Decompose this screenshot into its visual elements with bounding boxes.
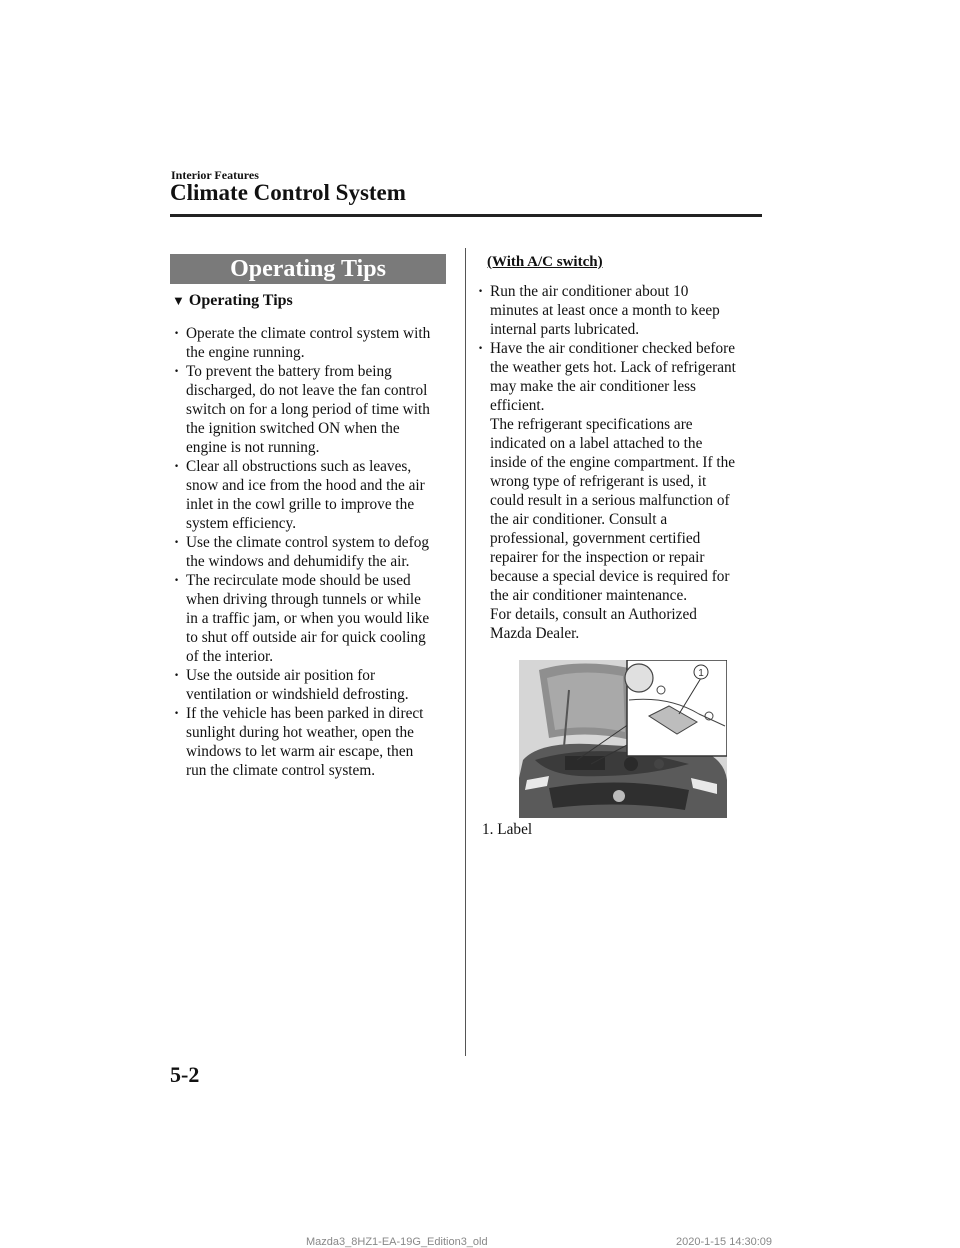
column-divider bbox=[465, 248, 466, 1056]
list-item: · The recirculate mode should be used when driving through tunnels or while in a traffic jam, or when you would like to shut off outside air for quick cooling of the interior. bbox=[172, 571, 444, 666]
list-item: · Operate the climate control system with the engine running. bbox=[172, 324, 444, 362]
section-label: Interior Features bbox=[171, 168, 259, 182]
triangle-down-icon: ▼ bbox=[172, 293, 185, 308]
subheading bbox=[172, 292, 293, 310]
list-item: · If the vehicle has been parked in direct sunlight during hot weather, open the windows to let warm air escape, then run the climate control system. bbox=[172, 704, 444, 780]
footer-timestamp: 2020-1-15 14:30:09 bbox=[676, 1236, 773, 1248]
list-item: · To prevent the battery from being discharged, do not leave the fan control switch on for a long period of time with the ignition switched ON when the engine is not running. bbox=[172, 362, 444, 457]
page-title: Climate Control System bbox=[170, 180, 406, 205]
title-rule bbox=[170, 214, 762, 217]
right-column bbox=[476, 282, 766, 643]
subheading-text: Operating Tips bbox=[188, 292, 293, 309]
list-item: · Use the climate control system to defog the windows and dehumidify the air. bbox=[172, 533, 444, 571]
page-number: 5-2 bbox=[170, 1062, 200, 1087]
right-heading: (With A/C switch) bbox=[487, 254, 603, 270]
list-item: · Use the outside air position for ventilation or windshield defrosting. bbox=[172, 666, 444, 704]
engine-compartment-illustration bbox=[519, 660, 727, 818]
callout-number: 1 bbox=[698, 668, 704, 679]
list-item: · Have the air conditioner checked before the weather gets hot. Lack of refrigerant may make the air conditioner less efficient. The refrigerant specifications are indicated on a label attached to the inside of the engine compartment. If the wrong type of refrigerant is used, it could result in a serious malfunction of the air conditioner. Consult a professional, government certified repairer for the inspection or repair because a special device is required for the air conditioner maintenance. For details, consult an Authorized Mazda Dealer. bbox=[476, 339, 766, 643]
left-column bbox=[172, 324, 444, 780]
section-banner: Operating Tips bbox=[170, 254, 446, 284]
figure-caption: 1. Label bbox=[482, 821, 533, 838]
list-item: · Clear all obstructions such as leaves, snow and ice from the hood and the air inlet in the cowl grille to improve the system efficiency. bbox=[172, 457, 444, 533]
car-hood-image bbox=[519, 660, 727, 818]
list-item: · Run the air conditioner about 10 minutes at least once a month to keep internal parts lubricated. bbox=[476, 282, 766, 339]
footer-filename: Mazda3_8HZ1-EA-19G_Edition3_old bbox=[306, 1236, 488, 1248]
